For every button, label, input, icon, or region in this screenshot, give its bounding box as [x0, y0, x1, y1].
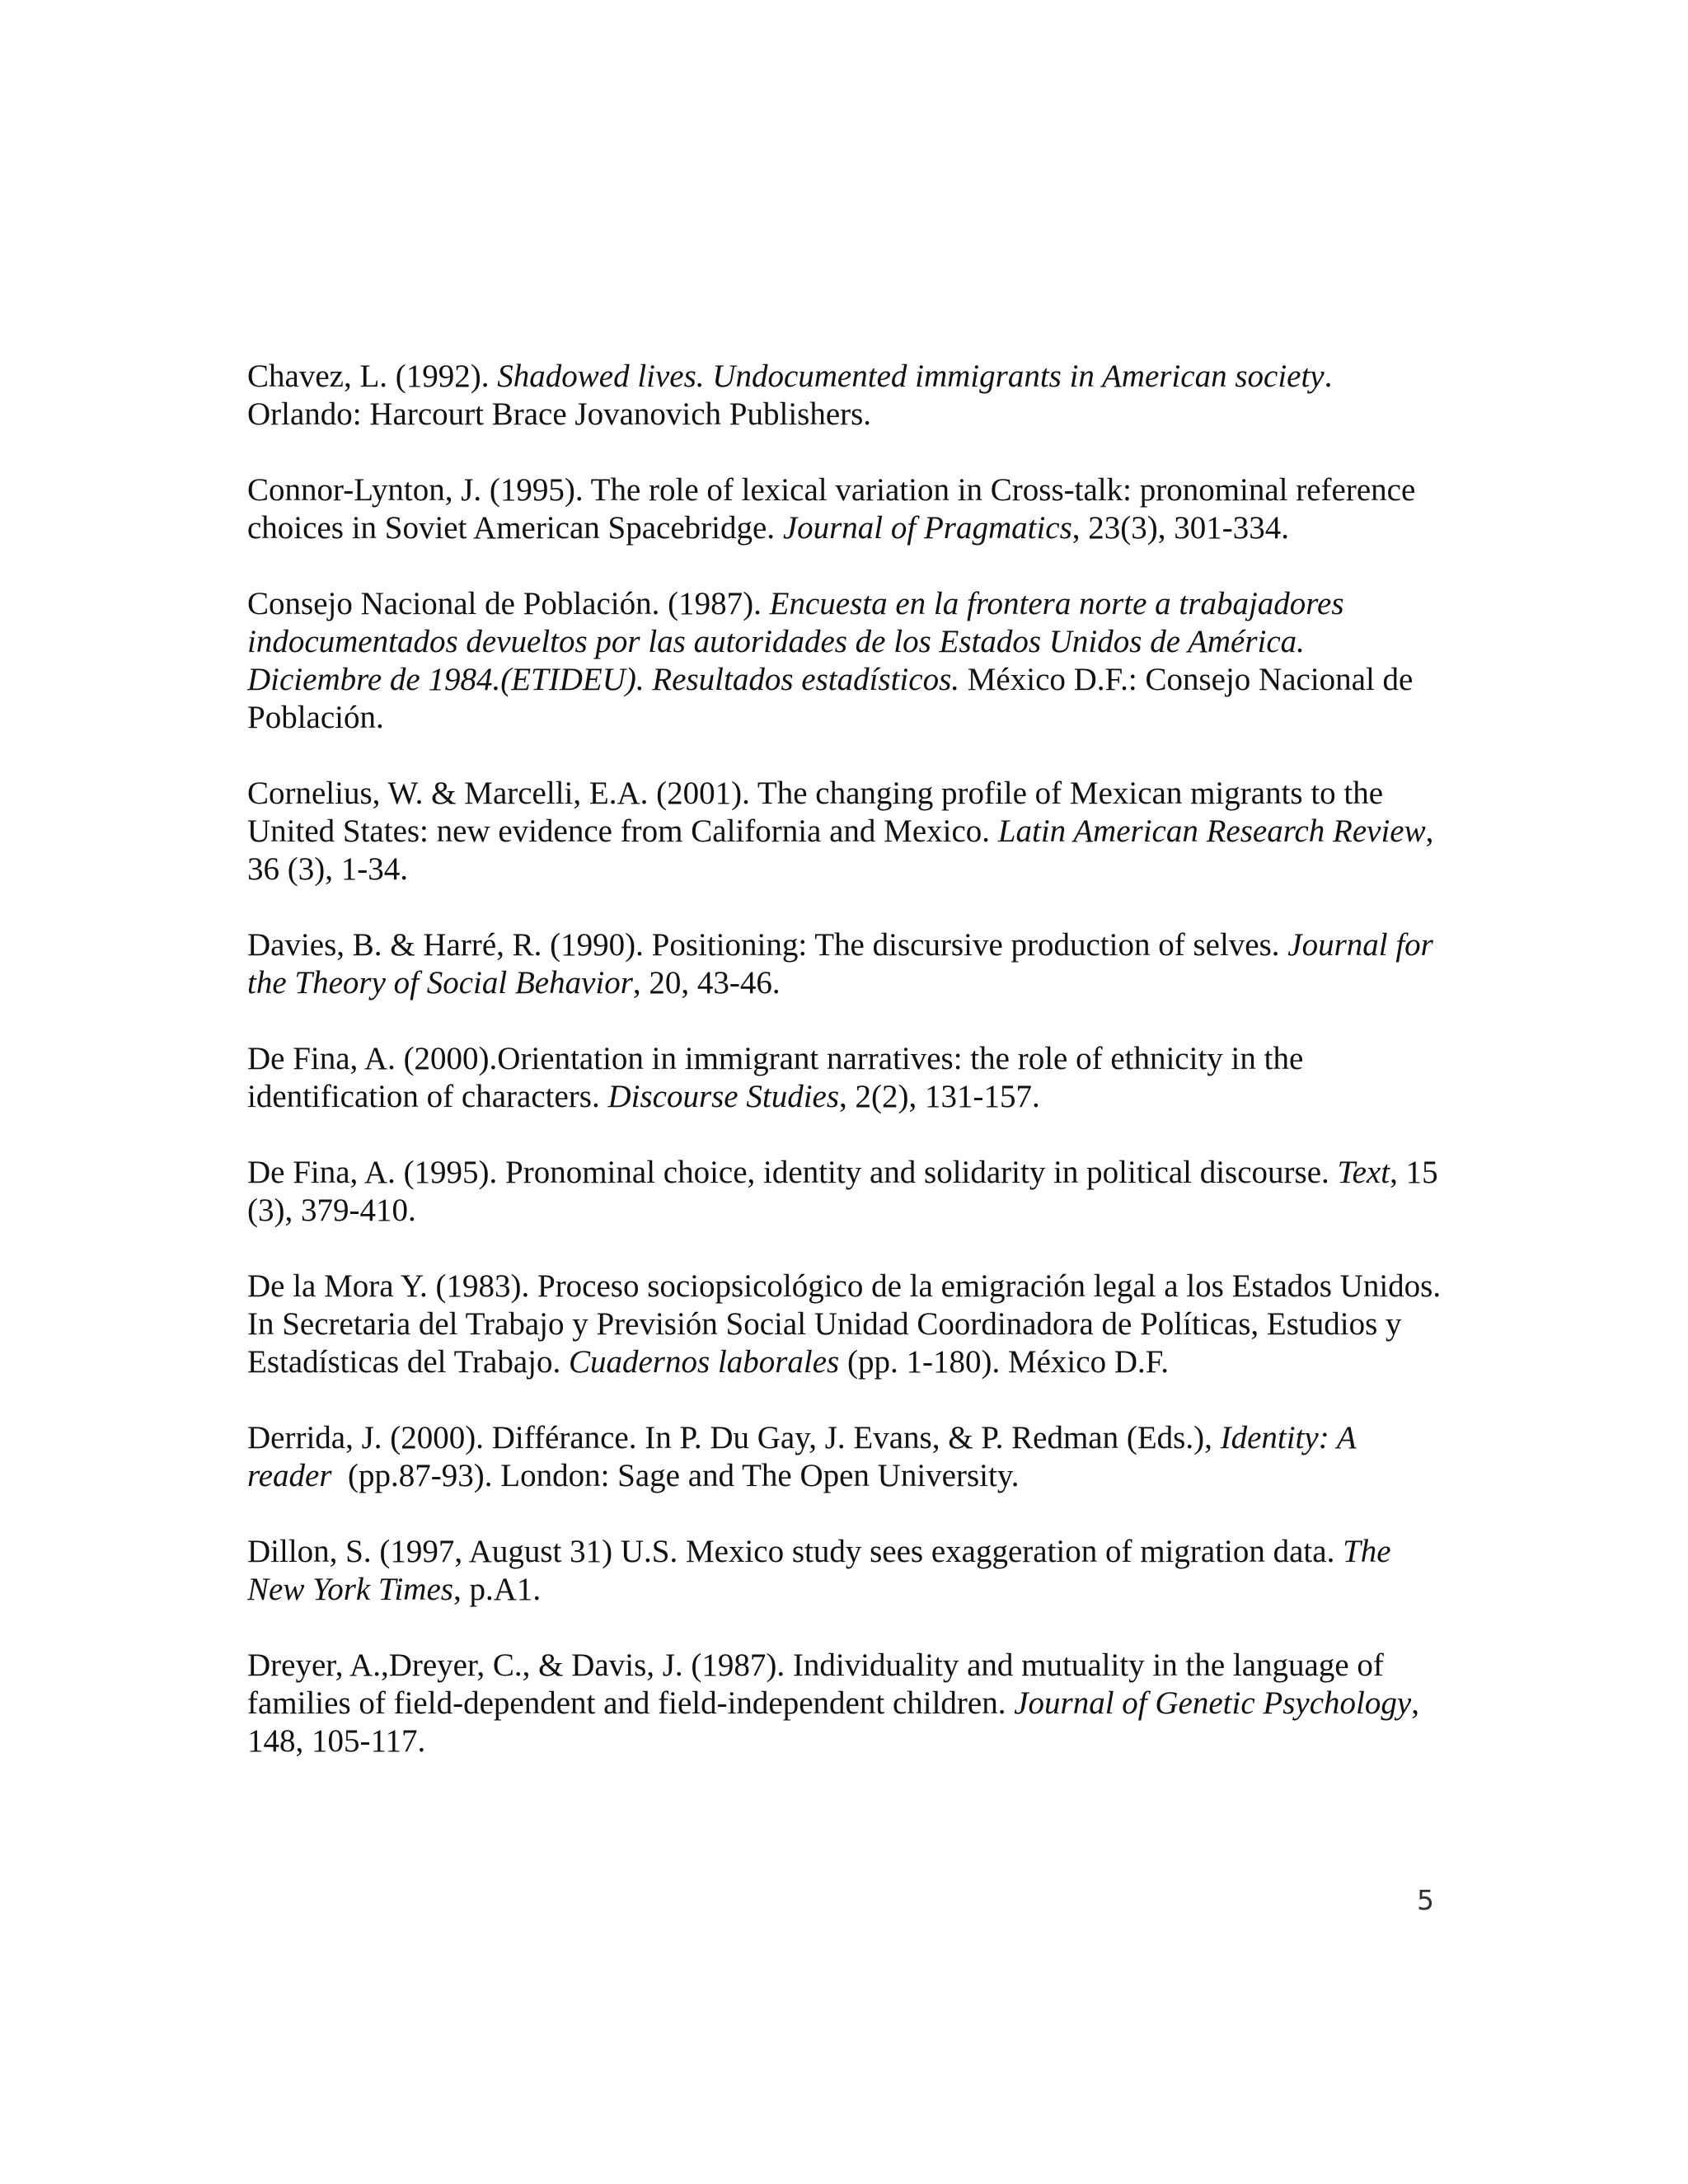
reference-text: Dillon, S. (1997, August 31) U.S. Mexico study sees exaggeration of migration data. — [247, 1534, 1343, 1569]
reference-text: De Fina, A. (1995). Pronominal choice, identity and solidarity in political discourse. — [247, 1155, 1338, 1190]
reference-entry — [247, 926, 1442, 1002]
reference-entry — [247, 585, 1442, 737]
reference-entry — [247, 1040, 1442, 1116]
reference-title: Journal of Pragmatics — [782, 510, 1072, 546]
reference-entry — [247, 775, 1442, 888]
reference-text: Derrida, J. (2000). Différance. In P. Du Gay, J. Evans, & P. Redman (Eds.), — [247, 1420, 1221, 1455]
reference-text: De Fina, A. (2000).Orientation in immigrant narratives: the role of ethnicity in the identification of characters. — [247, 1041, 1304, 1114]
reference-text: . Orlando: Harcourt Brace Jovanovich Publishers. — [247, 359, 1333, 432]
reference-text: (pp.87-93). London: Sage and The Open University. — [331, 1458, 1020, 1493]
reference-text: , 2(2), 131-157. — [839, 1079, 1040, 1114]
reference-title: Latin American Research Review — [997, 813, 1426, 849]
reference-text: Consejo Nacional de Población. (1987). — [247, 586, 770, 621]
reference-entry — [247, 1419, 1442, 1495]
reference-text: , 36 (3), 1-34. — [247, 813, 1434, 887]
reference-text: Chavez, L. (1992). — [247, 359, 498, 394]
reference-text: México D.F.: Consejo Nacional de Población. — [247, 662, 1414, 735]
reference-text: Dreyer, A.,Dreyer, C., & Davis, J. (1987). Individuality and mutuality in the language of families of field-dependent and field-independent children. — [247, 1647, 1384, 1721]
reference-text: , 23(3), 301-334. — [1071, 510, 1290, 546]
reference-entry — [247, 358, 1442, 434]
reference-title: Discourse Studies — [607, 1079, 840, 1114]
reference-text: Cornelius, W. & Marcelli, E.A. (2001). The changing profile of Mexican migrants to the United States: new evidence from California and Mexico. — [247, 776, 1384, 849]
reference-text: , 148, 105-117. — [247, 1685, 1419, 1759]
reference-text: , p.A1. — [452, 1572, 542, 1607]
reference-title: Encuesta en la frontera norte a trabajadores indocumentados devueltos por las autoridades de los Estados Unidos de América. Diciembre de 1984.(ETIDEU). Resultados estadísticos. — [247, 586, 1344, 697]
reference-title: Cuadernos laborales — [568, 1344, 840, 1380]
reference-entry — [247, 1647, 1442, 1760]
reference-text: , 15 (3), 379-410. — [247, 1155, 1438, 1228]
reference-text: De la Mora Y. (1983). Proceso sociopsicológico de la emigración legal a los Estados Unidos. In Secretaria del Trabajo y Previsión Social Unidad Coordinadora de Políticas, Estudios y Estadísticas del Trabajo. — [247, 1268, 1442, 1380]
reference-title: The New York Times — [247, 1534, 1391, 1607]
reference-title: Journal of Genetic Psychology — [1014, 1685, 1412, 1721]
reference-title: Text — [1337, 1155, 1390, 1190]
reference-title: Shadowed lives. Undocumented immigrants in American society — [497, 359, 1325, 394]
reference-title: Journal for the Theory of Social Behavior — [247, 927, 1433, 1001]
reference-title: Identity: A reader — [247, 1420, 1356, 1493]
reference-entry — [247, 1533, 1442, 1609]
reference-entry — [247, 1154, 1442, 1230]
reference-text: (pp. 1-180). México D.F. — [839, 1344, 1170, 1380]
reference-text: , 20, 43-46. — [632, 965, 781, 1001]
reference-text: Davies, B. & Harré, R. (1990). Positioning: The discursive production of selves. — [247, 927, 1288, 963]
page-number: 5 — [1417, 1884, 1434, 1916]
reference-list — [247, 358, 1442, 1760]
reference-entry — [247, 471, 1442, 547]
reference-text: Connor-Lynton, J. (1995). The role of lexical variation in Cross-talk: pronominal reference choices in Soviet American Spacebridge. — [247, 472, 1416, 546]
reference-entry — [247, 1268, 1442, 1381]
